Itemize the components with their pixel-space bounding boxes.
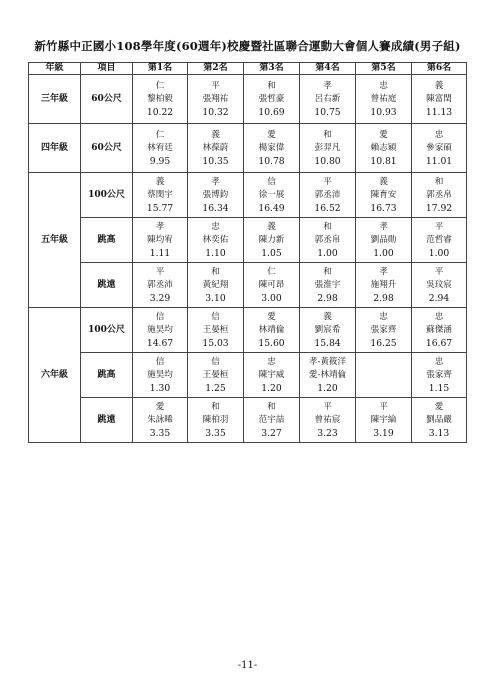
athlete-name: 陳可昂 [258, 279, 285, 290]
rank-cell [188, 75, 244, 124]
class-label: 仁 [267, 266, 276, 277]
rank-cell [244, 353, 300, 398]
rank-cell [133, 263, 188, 308]
rank-cell [300, 353, 356, 398]
rank-cell [300, 218, 356, 263]
result-score: 1.20 [317, 382, 338, 394]
athlete-name: 蘇傑涵 [426, 324, 452, 335]
rank-cell [244, 263, 300, 308]
athlete-name: 施翔升 [370, 279, 397, 290]
class-label: 平 [323, 401, 332, 412]
class-label: 和 [323, 266, 332, 277]
result-score: 10.35 [202, 155, 229, 167]
class-label: 信 [211, 311, 220, 322]
class-label: 和 [211, 266, 220, 277]
class-label: 平 [434, 221, 444, 232]
result-score: 15.03 [202, 337, 229, 349]
result-score: 10.78 [258, 155, 285, 167]
class-label: 和 [323, 129, 332, 140]
column-header: 年級 [29, 63, 81, 75]
result-score: 3.27 [261, 427, 282, 439]
rank-cell [133, 218, 188, 263]
column-header: 第3名 [244, 63, 300, 75]
athlete-name: 郭丞帛 [426, 189, 452, 200]
result-score: 15.84 [314, 337, 341, 349]
athlete-name: 施昊均 [147, 369, 173, 380]
class-label: 信 [267, 176, 276, 187]
class-label: 平 [323, 176, 332, 187]
class-label: 孝 [379, 266, 388, 277]
rank-cell [188, 398, 244, 443]
result-score: 16.67 [425, 337, 453, 349]
athlete-name: 吳玟宸 [426, 279, 452, 290]
result-score: 3.10 [205, 292, 226, 304]
result-score: 10.22 [146, 106, 174, 118]
result-score: 1.30 [149, 382, 171, 394]
result-score: 1.00 [428, 247, 450, 259]
rank-cell [133, 75, 188, 124]
athlete-name: 陳力新 [258, 234, 285, 245]
class-label [356, 356, 411, 369]
result-row [29, 218, 467, 263]
athlete-name: 王晏桓 [202, 324, 229, 335]
rank-cell [188, 353, 244, 398]
result-score: 10.69 [258, 106, 285, 118]
class-label: 和 [434, 176, 444, 187]
result-score: 3.00 [261, 292, 282, 304]
athlete-name: 徐一展 [258, 189, 285, 200]
column-header: 項目 [81, 63, 133, 75]
column-header: 第1名 [133, 63, 188, 75]
results-table [28, 62, 467, 443]
class-label: 孝 [323, 80, 332, 91]
rank-cell [133, 308, 188, 353]
athlete-name: 黎柏毅 [147, 93, 173, 104]
rank-cell [133, 173, 188, 218]
rank-cell [188, 218, 244, 263]
class-label: 和 [267, 401, 276, 412]
class-label: 平 [211, 80, 220, 91]
rank-cell [300, 308, 356, 353]
class-label: 義 [211, 129, 220, 140]
result-score: 2.98 [317, 292, 338, 304]
grade-cell: 三年級 [29, 75, 81, 124]
class-label: 和 [211, 401, 220, 412]
athlete-name: 范哲睿 [426, 234, 452, 245]
class-label: 信 [155, 311, 165, 322]
result-score: 3.13 [428, 427, 450, 439]
athlete-name: 張博鈞 [202, 189, 229, 200]
result-score: 16.34 [202, 202, 229, 214]
event-cell: 跳高 [81, 218, 133, 263]
result-score: 1.00 [317, 247, 338, 259]
result-score: 17.92 [425, 202, 453, 214]
athlete-name: 郭丞帛 [314, 234, 341, 245]
rank-cell [412, 173, 467, 218]
rank-cell [188, 308, 244, 353]
rank-cell [356, 263, 412, 308]
class-label: 信 [155, 356, 165, 367]
class-label: 仁 [155, 80, 165, 91]
rank-cell [188, 263, 244, 308]
rank-cell [244, 398, 300, 443]
athlete-name: 蔡閔宇 [147, 189, 173, 200]
result-score: 3.35 [149, 427, 171, 439]
class-label: 平 [379, 401, 388, 412]
rank-cell [300, 263, 356, 308]
grade-cell: 五年級 [29, 173, 81, 308]
result-score: 15.77 [146, 202, 174, 214]
athlete-name: 陳育安 [370, 189, 397, 200]
page-title: 新竹縣中正國小108學年度(60週年)校慶暨社區聯合運動大會個人賽成績(男子組) [34, 39, 461, 53]
rank-cell [356, 75, 412, 124]
result-score: 10.32 [202, 106, 229, 118]
rank-cell [244, 124, 300, 173]
event-cell: 100公尺 [81, 173, 133, 218]
column-header: 第5名 [356, 63, 412, 75]
event-cell: 跳高 [81, 353, 133, 398]
athlete-name: 張家齊 [426, 369, 452, 380]
result-score: 1.05 [261, 247, 282, 259]
result-score: 1.20 [261, 382, 282, 394]
class-label: 義 [267, 221, 276, 232]
rank-cell [300, 75, 356, 124]
result-score: 11.01 [425, 155, 453, 167]
result-row [29, 124, 467, 173]
class-label: 愛 [267, 129, 276, 140]
result-score: 3.35 [205, 427, 226, 439]
rank-cell [133, 398, 188, 443]
athlete-name: 劉宸希 [314, 324, 341, 335]
result-score: 10.93 [370, 106, 397, 118]
result-score: 1.00 [373, 247, 394, 259]
athlete-name: 陳宇威 [258, 369, 285, 380]
athlete-name: 張淮宇 [314, 279, 341, 290]
result-score: 10.80 [314, 155, 341, 167]
class-label: 孝-黃筱洋 [308, 356, 347, 367]
athlete-name: 陳均宥 [147, 234, 173, 245]
class-label: 忠 [267, 356, 276, 367]
result-score: 15.60 [258, 337, 285, 349]
class-label: 平 [155, 266, 165, 277]
grade-cell: 四年級 [29, 124, 81, 173]
class-label: 義 [379, 176, 388, 187]
athlete-name: 彭羿凡 [314, 142, 341, 153]
athlete-name: 劉品勛 [370, 234, 397, 245]
event-cell: 60公尺 [81, 75, 133, 124]
rank-cell [300, 173, 356, 218]
rank-cell [412, 263, 467, 308]
column-header: 第6名 [412, 63, 467, 75]
rank-cell [300, 124, 356, 173]
athlete-name: 林宥廷 [147, 142, 173, 153]
result-score: 1.25 [205, 382, 226, 394]
rank-cell [412, 398, 467, 443]
result-score: 2.94 [428, 292, 450, 304]
result-score: 1.15 [428, 382, 450, 394]
result-row [29, 353, 467, 398]
athlete-name: 范宇喆 [258, 414, 285, 425]
athlete-name: 陳富閏 [426, 93, 452, 104]
rank-cell [356, 353, 412, 398]
athlete-name: 郭丞沛 [147, 279, 173, 290]
rank-cell [356, 218, 412, 263]
event-cell: 100公尺 [81, 308, 133, 353]
rank-cell [188, 173, 244, 218]
class-label: 和 [323, 221, 332, 232]
result-score: 1.11 [149, 247, 171, 259]
result-score: 14.67 [146, 337, 174, 349]
athlete-name: 王晏桓 [202, 369, 229, 380]
class-label: 愛 [155, 401, 165, 412]
rank-cell [244, 218, 300, 263]
athlete-name: 曾祐庭 [370, 93, 397, 104]
rank-cell [244, 75, 300, 124]
class-label: 仁 [155, 129, 165, 140]
athlete-name: 曾祐宸 [314, 414, 341, 425]
class-label: 義 [323, 311, 332, 322]
athlete-name: 愛-林靖倫 [308, 369, 347, 380]
class-label: 忠 [434, 356, 444, 367]
rank-cell [244, 173, 300, 218]
athlete-name: 參家碩 [426, 142, 452, 153]
rank-cell [300, 398, 356, 443]
athlete-name: 林葆蔚 [202, 142, 229, 153]
rank-cell [356, 308, 412, 353]
result-score [356, 382, 411, 395]
class-label: 孝 [379, 221, 388, 232]
result-score: 3.19 [373, 427, 394, 439]
result-score: 10.81 [370, 155, 397, 167]
class-label: 孝 [211, 176, 220, 187]
page-number: -11- [237, 660, 258, 671]
rank-cell [412, 124, 467, 173]
athlete-name: 朱詠晞 [147, 414, 173, 425]
column-header: 第2名 [188, 63, 244, 75]
rank-cell [412, 353, 467, 398]
rank-cell [133, 124, 188, 173]
athlete-name: 張哲豪 [258, 93, 285, 104]
class-label: 義 [155, 176, 165, 187]
event-cell: 跳遠 [81, 263, 133, 308]
result-score: 3.23 [317, 427, 338, 439]
results-body [29, 75, 467, 443]
result-row [29, 75, 467, 124]
class-label: 忠 [434, 129, 444, 140]
class-label: 忠 [434, 311, 444, 322]
athlete-name [356, 369, 411, 382]
result-score: 11.13 [425, 106, 453, 118]
result-score: 3.29 [149, 292, 171, 304]
class-label: 和 [267, 80, 276, 91]
class-label: 忠 [379, 311, 388, 322]
athlete-name: 林奕佑 [202, 234, 229, 245]
result-score: 16.52 [314, 202, 341, 214]
result-score: 16.49 [258, 202, 285, 214]
event-cell: 60公尺 [81, 124, 133, 173]
class-label: 忠 [211, 221, 220, 232]
rank-cell [356, 173, 412, 218]
athlete-name: 黃紀翔 [202, 279, 229, 290]
athlete-name: 陳宇綸 [370, 414, 397, 425]
result-row [29, 263, 467, 308]
rank-cell [188, 124, 244, 173]
athlete-name: 張翔祐 [202, 93, 229, 104]
athlete-name: 施昊均 [147, 324, 173, 335]
class-label: 孝 [155, 221, 165, 232]
class-label: 信 [211, 356, 220, 367]
result-score: 10.75 [314, 106, 341, 118]
result-score: 9.95 [149, 155, 171, 167]
column-header: 第4名 [300, 63, 356, 75]
athlete-name: 呂右新 [314, 93, 341, 104]
rank-cell [412, 218, 467, 263]
result-row [29, 308, 467, 353]
class-label: 愛 [379, 129, 388, 140]
header-row [29, 63, 467, 75]
athlete-name: 陳柏羽 [202, 414, 229, 425]
rank-cell [133, 353, 188, 398]
result-row [29, 173, 467, 218]
athlete-name: 劉品嚴 [426, 414, 452, 425]
result-score: 1.10 [205, 247, 226, 259]
rank-cell [412, 75, 467, 124]
rank-cell [244, 308, 300, 353]
class-label: 平 [434, 266, 444, 277]
athlete-name: 楊家偉 [258, 142, 285, 153]
event-cell: 跳遠 [81, 398, 133, 443]
rank-cell [356, 124, 412, 173]
rank-cell [356, 398, 412, 443]
result-row [29, 398, 467, 443]
athlete-name: 林靖倫 [258, 324, 285, 335]
class-label: 忠 [379, 80, 388, 91]
athlete-name: 張家齊 [370, 324, 397, 335]
athlete-name: 賴志穎 [370, 142, 397, 153]
class-label: 愛 [434, 401, 444, 412]
result-score: 2.98 [373, 292, 394, 304]
class-label: 義 [434, 80, 444, 91]
grade-cell: 六年級 [29, 308, 81, 443]
result-score: 16.73 [370, 202, 397, 214]
result-score: 16.25 [370, 337, 397, 349]
class-label: 愛 [267, 311, 276, 322]
rank-cell [412, 308, 467, 353]
athlete-name: 郭丞沛 [314, 189, 341, 200]
